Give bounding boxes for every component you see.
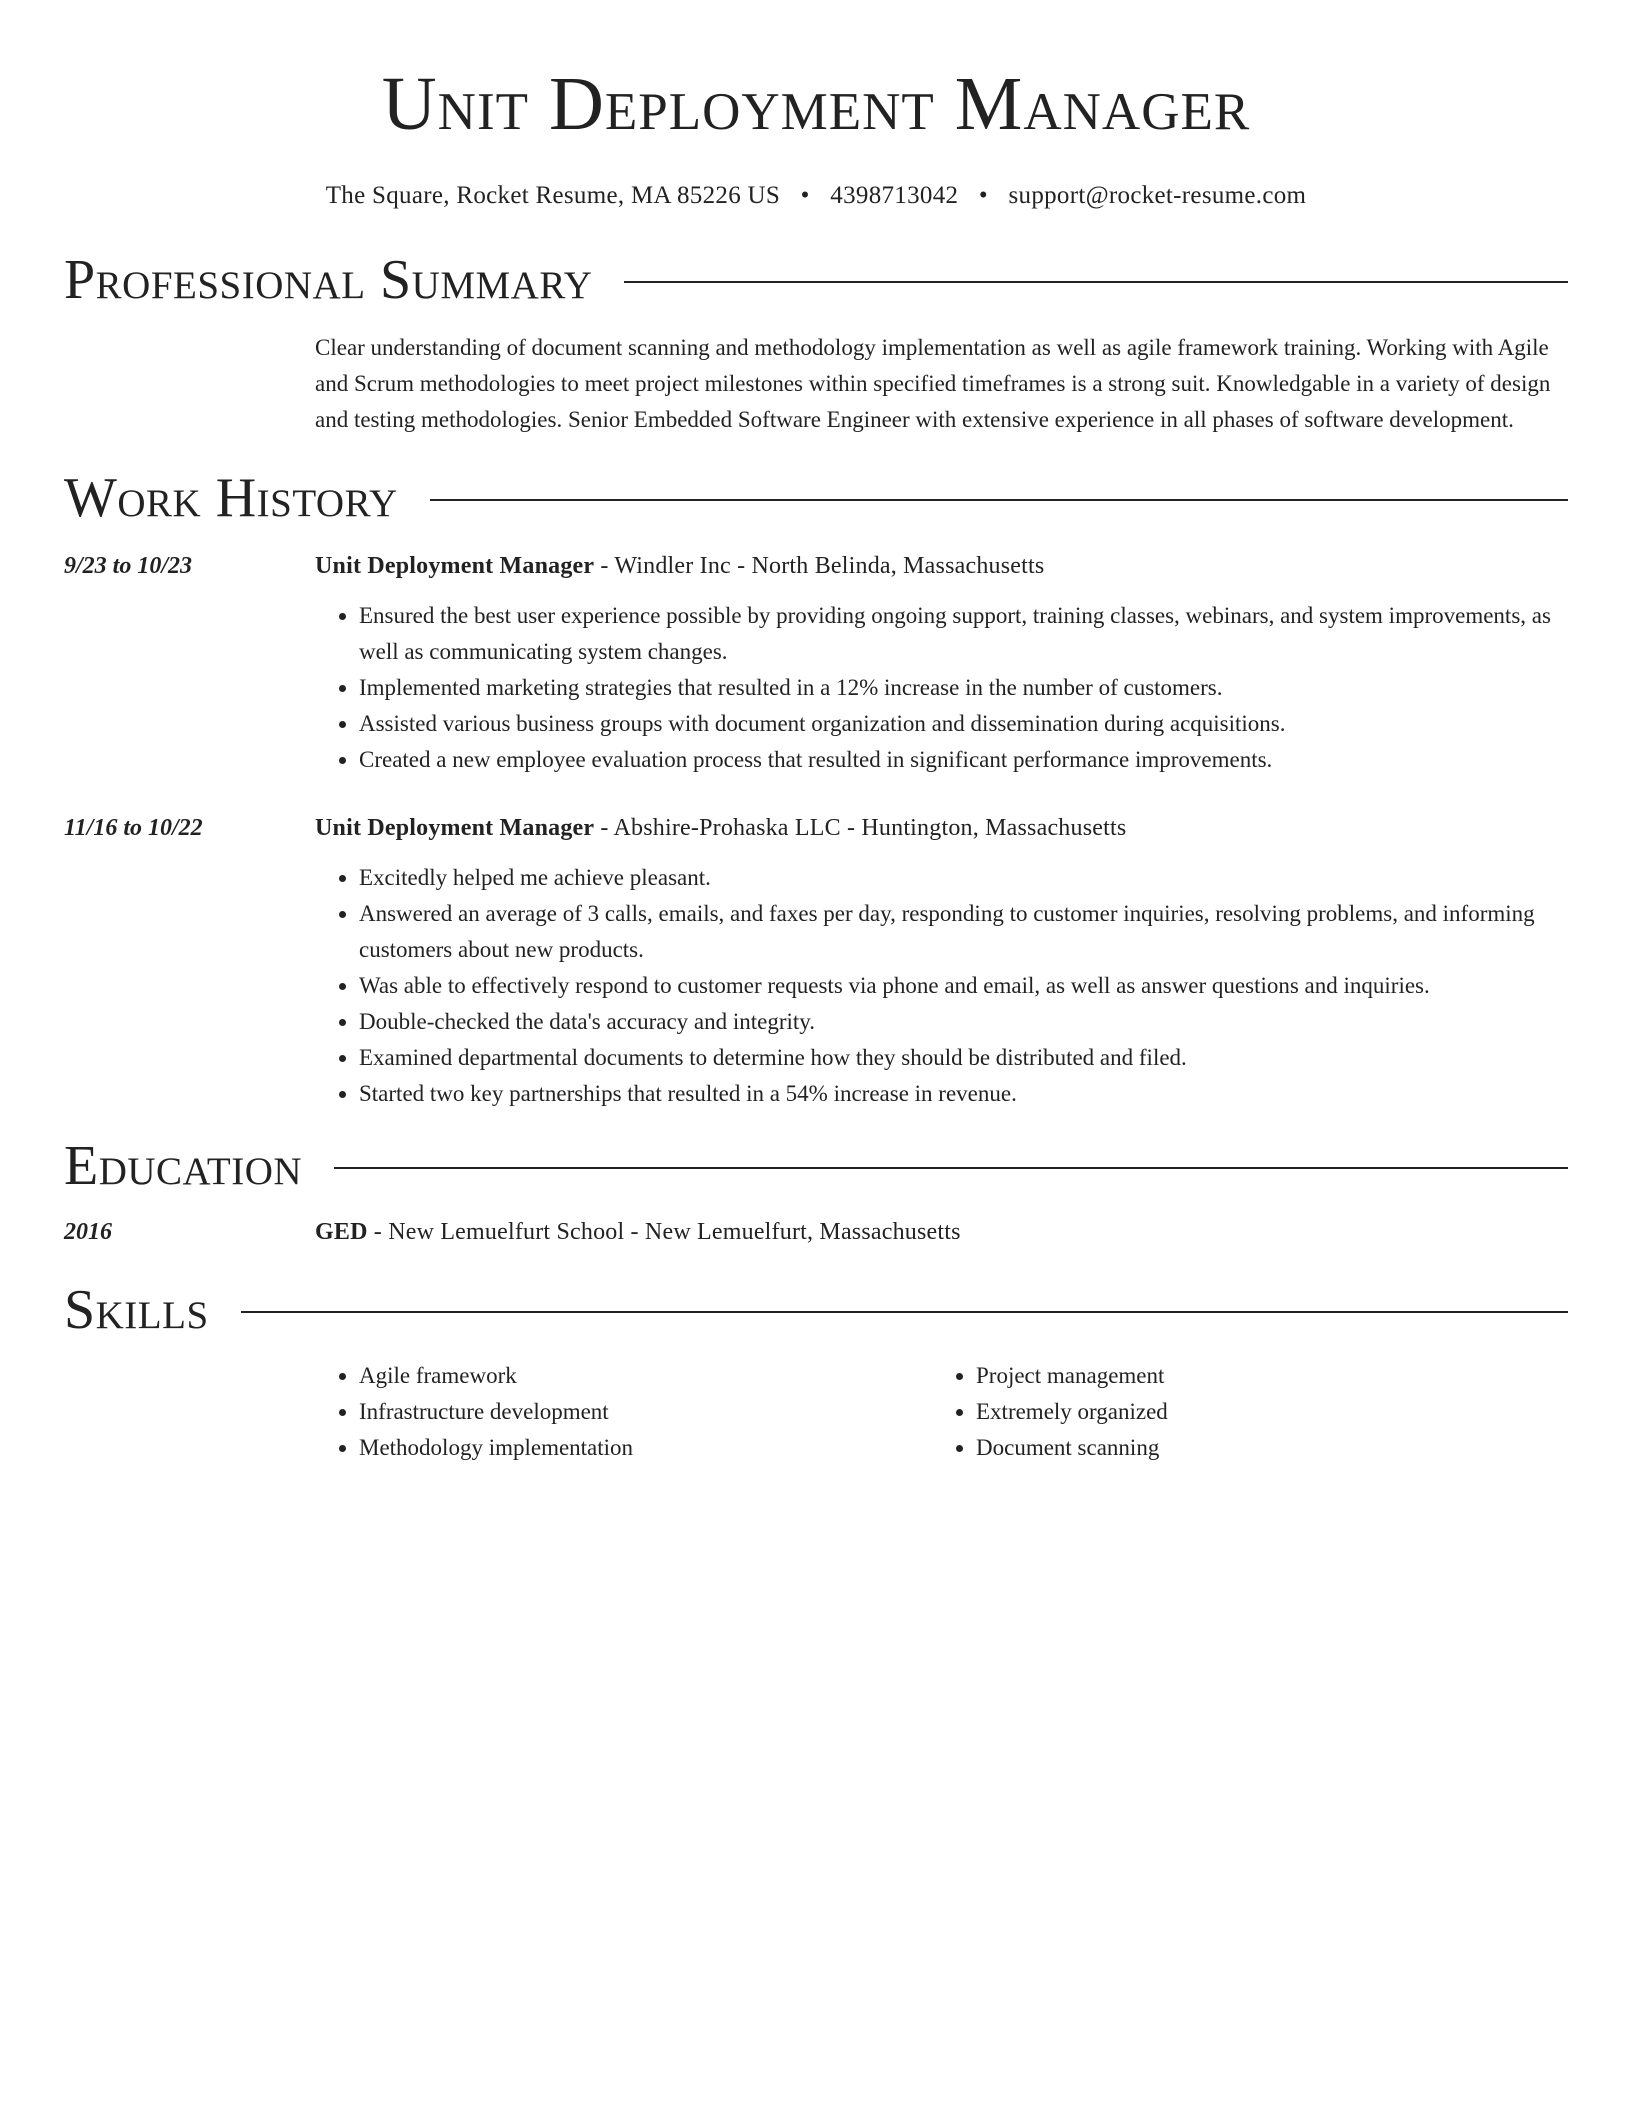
work-title: Unit Deployment Manager [315, 815, 595, 841]
education-section-header [64, 1134, 1568, 1198]
work-entry [64, 550, 1568, 778]
skill-item: • Project management [976, 1358, 1549, 1394]
list-item: • Implemented marketing strategies that resulted in a 12% increase in the number of customers. [359, 670, 1568, 706]
list-item: • Started two key partnerships that resulted in a 54% increase in revenue. [359, 1076, 1568, 1112]
section-divider [241, 1311, 1568, 1313]
skills-list [315, 1358, 1568, 1466]
section-divider [430, 499, 1568, 501]
work-heading [315, 550, 1568, 582]
section-title-summary: Professional Summary [64, 249, 593, 311]
summary-section-header [64, 248, 1568, 312]
list-item: • Created a new employee evaluation process that resulted in significant performance improvements. [359, 742, 1568, 778]
work-bullets [315, 598, 1568, 778]
section-divider [334, 1167, 1568, 1169]
work-bullets [315, 860, 1568, 1112]
skill-item: • Document scanning [976, 1430, 1549, 1466]
education-year: 2016 [64, 1219, 112, 1245]
list-item: • Was able to effectively respond to customer requests via phone and email, as well as answer questions and inquiries. [359, 968, 1568, 1004]
contact-phone: 4398713042 [830, 182, 959, 209]
section-divider [624, 281, 1568, 283]
contact-separator: • [800, 182, 810, 209]
work-title: Unit Deployment Manager [315, 553, 595, 579]
work-entry [64, 812, 1568, 1112]
skill-item: • Agile framework [359, 1358, 932, 1394]
education-entry [64, 1216, 1568, 1248]
section-title-work-history: Work History [64, 467, 398, 529]
work-entry-body [315, 550, 1568, 778]
skills-column-left [315, 1358, 932, 1466]
education-heading [315, 1216, 1568, 1248]
work-details: - Abshire-Prohaska LLC - Huntington, Massachusetts [594, 815, 1127, 841]
skill-item: • Infrastructure development [359, 1394, 932, 1430]
work-details: - Windler Inc - North Belinda, Massachusetts [594, 553, 1045, 579]
contact-line [64, 180, 1568, 212]
list-item: • Assisted various business groups with document organization and dissemination during acquisitions. [359, 706, 1568, 742]
skills-section-header [64, 1278, 1568, 1342]
list-item: • Answered an average of 3 calls, emails, and faxes per day, responding to customer inquiries, resolving problems, and informing customers about new products. [359, 896, 1568, 968]
resume-name: Unit Deployment Manager [381, 62, 1251, 146]
work-dates: 11/16 to 10/22 [64, 815, 203, 841]
section-title-education: Education [64, 1135, 303, 1197]
list-item: • Ensured the best user experience possible by providing ongoing support, training classes, webinars, and system improvements, as well as communicating system changes. [359, 598, 1568, 670]
list-item: • Double-checked the data's accuracy and integrity. [359, 1004, 1568, 1040]
work-heading [315, 812, 1568, 844]
list-item: • Examined departmental documents to determine how they should be distributed and filed. [359, 1040, 1568, 1076]
education-details: - New Lemuelfurt School - New Lemuelfurt, Massachusetts [367, 1219, 961, 1245]
work-entry-body [315, 812, 1568, 1112]
skills-column-right [932, 1358, 1549, 1466]
work-section-header [64, 466, 1568, 530]
contact-address: The Square, Rocket Resume, MA 85226 US [325, 182, 781, 209]
summary-text: Clear understanding of document scanning and methodology implementation as well as agile framework training. Working with Agile and Scrum methodologies to meet project milestones within specified timeframes is a strong suit. Knowledgable in a variety of design and testing methodologies. Senior Embedded Software Engineer with extensive experience in all phases of software development. [315, 335, 1551, 432]
work-dates: 9/23 to 10/23 [64, 553, 193, 579]
section-title-skills: Skills [64, 1279, 209, 1341]
skill-item: • Methodology implementation [359, 1430, 932, 1466]
skill-item: • Extremely organized [976, 1394, 1549, 1430]
skills-bullets [315, 1358, 932, 1466]
list-item: • Excitedly helped me achieve pleasant. [359, 860, 1568, 896]
contact-email: support@rocket-resume.com [1008, 182, 1307, 209]
contact-separator: • [978, 182, 988, 209]
education-degree: GED [315, 1219, 368, 1245]
skills-bullets [932, 1358, 1549, 1466]
